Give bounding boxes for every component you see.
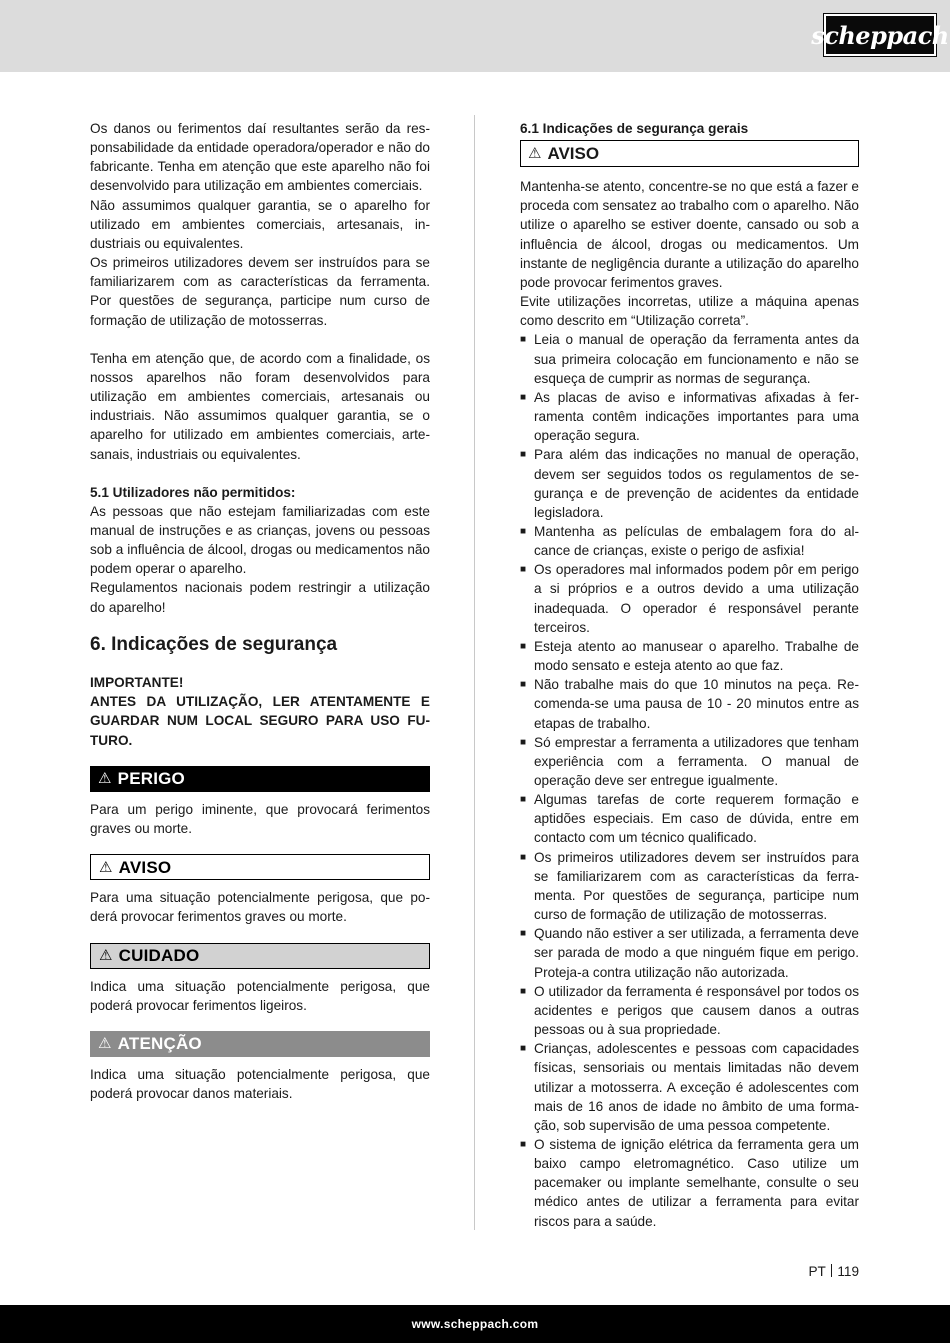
- paragraph: Os danos ou ferimentos daí resultantes serão da responsabilidade da entidade operadora/operador e não do fabricante. Tenha em atenção que este aparelho não foi desenvolvido para utilização em ambientes comerciais.: [90, 121, 430, 194]
- paragraph: Mantenha-se atento, concentre-se no que está a fazer e proceda com sensatez ao trabalho com o aparelho. Não utilize o aparelho se estiver doente, cansado ou sob a influência de álcool, drogas ou medicamentos. Um instante de negligência durante a utilização do aparelho pode provocar ferimentos graves.: [520, 179, 859, 290]
- list-item: ■ O sistema de ignição elétrica da ferramenta gera um baixo campo eletromagnético. Caso utilize um pacemaker ou implante semelhante, consulte o seu médico antes de utilizar a ferramenta para evitar riscos para a saúde.: [520, 1135, 859, 1231]
- section-6-heading: 6. Indicações de segurança: [90, 633, 338, 655]
- important-notice: ANTES DA UTILIZAÇÃO, LER ATENTAMENTE E GUARDAR NUM LOCAL SEGURO PARA USO FUTURO.: [90, 694, 430, 748]
- page-number-value: 119: [837, 1264, 859, 1279]
- important-label: IMPORTANTE!: [90, 674, 184, 690]
- column-divider: [474, 115, 475, 1230]
- warning-triangle-icon: ⚠: [99, 946, 113, 964]
- signal-label: PERIGO: [117, 769, 185, 789]
- list-item: ■ Só emprestar a ferramenta a utilizadores que tenham experiência com a ferramenta. O manual de operação deve ser entregue igualmente.: [520, 733, 859, 790]
- safety-list: [520, 330, 859, 1230]
- warning-triangle-icon: ⚠: [98, 1035, 112, 1053]
- signal-caution: [90, 943, 430, 969]
- list-item: ■ As placas de aviso e informativas afixadas à ferramenta contêm indicações importantes para uma operação segura.: [520, 388, 859, 445]
- signal-label: CUIDADO: [118, 945, 200, 965]
- header-band: [0, 0, 950, 72]
- paragraph: As pessoas que não estejam familiarizadas com este manual de instruções e as crianças, jovens ou pessoas sob a influência de álcool, drogas ou medicamentos não podem operar o aparelho.: [90, 503, 430, 577]
- list-item: ■ Os operadores mal informados podem pôr em perigo a si próprios e a outros devido a uma utilização inadequada. O operador é responsável perante terceiros.: [520, 560, 859, 637]
- list-item: ■ Os primeiros utilizadores devem ser instruídos para se familiarizarem com as características da ferramenta. Por questões de segurança, participe num curso de formação de utilização de motosserras.: [520, 848, 859, 925]
- warning-triangle-icon: ⚠: [528, 145, 542, 163]
- page-separator: [831, 1264, 833, 1277]
- paragraph: Regulamentos nacionais podem restringir a utilização do aparelho!: [90, 580, 430, 615]
- signal-description: Indica uma situação potencialmente perigosa, que poderá provocar ferimentos ligeiros.: [90, 978, 430, 1013]
- section-6-1-heading: 6.1 Indicações de segurança gerais: [520, 121, 749, 136]
- list-item: ■ Mantenha as películas de embalagem fora do alcance de crianças, existe o perigo de asfixia!: [520, 522, 859, 560]
- signal-warning: [90, 854, 430, 880]
- signal-notice: [90, 1031, 430, 1057]
- list-item: ■ Leia o manual de operação da ferramenta antes da sua primeira colocação em funcionamento e não se esqueça de cumprir as normas de segurança.: [520, 330, 859, 387]
- signal-warning: [520, 140, 859, 167]
- paragraph: Tenha em atenção que, de acordo com a finalidade, os nossos aparelhos não foram desenvolvidos para utilização em ambientes comerciais, artesanais ou industriais. Não assumimos qualquer garantia, se o aparelho for utilizado em ambientes comerciais, artesanais, industriais ou equivalentes.: [90, 350, 430, 462]
- list-item: ■ Não trabalhe mais do que 10 minutos na peça. Recomenda-se uma pausa de 10 - 20 minutos entre as etapas de trabalho.: [520, 675, 859, 732]
- signal-danger: [90, 766, 430, 792]
- page-language: PT: [808, 1264, 826, 1279]
- list-item: ■ O utilizador da ferramenta é responsável por todos os acidentes e perigos que causem danos a outras pessoas ou à sua propriedade.: [520, 982, 859, 1039]
- paragraph: Evite utilizações incorretas, utilize a máquina apenas como descrito em “Utilização correta”.: [520, 294, 859, 329]
- scheppach-logo: scheppach: [824, 14, 936, 56]
- left-column: [90, 119, 430, 1103]
- list-item: ■ Crianças, adolescentes e pessoas com capacidades físicas, sensoriais ou mentais limitadas não devem utilizar a motosserra. A exceção é adolescentes com mais de 16 anos de idade no âmbito de uma formação, sob supervisão de uma pessoa competente.: [520, 1039, 859, 1135]
- paragraph: Não assumimos qualquer garantia, se o aparelho for utilizado em ambientes comerciais, artesanais, industriais ou equivalentes.: [90, 197, 430, 251]
- list-item: ■ Algumas tarefas de corte requerem formação e aptidões especiais. Em caso de dúvida, entre em contacto com um técnico qualificado.: [520, 790, 859, 847]
- section-5-1-heading: 5.1 Utilizadores não permitidos:: [90, 484, 296, 500]
- footer-bar: [0, 1305, 950, 1343]
- signal-label: ATENÇÃO: [117, 1034, 202, 1054]
- list-item: ■ Quando não estiver a ser utilizada, a ferramenta deve ser parada de modo a que ninguém fique em perigo. Proteja-a contra utilização não autorizada.: [520, 924, 859, 981]
- signal-description: Indica uma situação potencialmente perigosa, que poderá provocar danos materiais.: [90, 1066, 430, 1102]
- list-item: ■ Esteja atento ao manusear o aparelho. Trabalhe de modo sensato e esteja atento ao que faz.: [520, 637, 859, 675]
- footer-url[interactable]: www.scheppach.com: [411, 1317, 539, 1331]
- warning-triangle-icon: ⚠: [98, 770, 112, 788]
- page-number: [808, 1264, 859, 1279]
- signal-description: Para um perigo iminente, que provocará ferimentos graves ou morte.: [90, 801, 430, 837]
- signal-label: AVISO: [118, 857, 172, 877]
- signal-description: Para uma situação potencialmente perigosa, que poderá provocar ferimentos graves ou morte.: [90, 890, 430, 925]
- paragraph: Os primeiros utilizadores devem ser instruídos para se familiarizarem com as características da ferramenta. Por questões de segurança, participe num curso de formação de utilização de motosserras.: [90, 255, 430, 328]
- warning-triangle-icon: ⚠: [99, 858, 113, 876]
- signal-label: AVISO: [547, 144, 600, 164]
- list-item: ■ Para além das indicações no manual de operação, devem ser seguidos todos os regulamentos de segurança e de prevenção de acidentes da entidade legisladora.: [520, 445, 859, 522]
- right-column: [520, 119, 859, 1231]
